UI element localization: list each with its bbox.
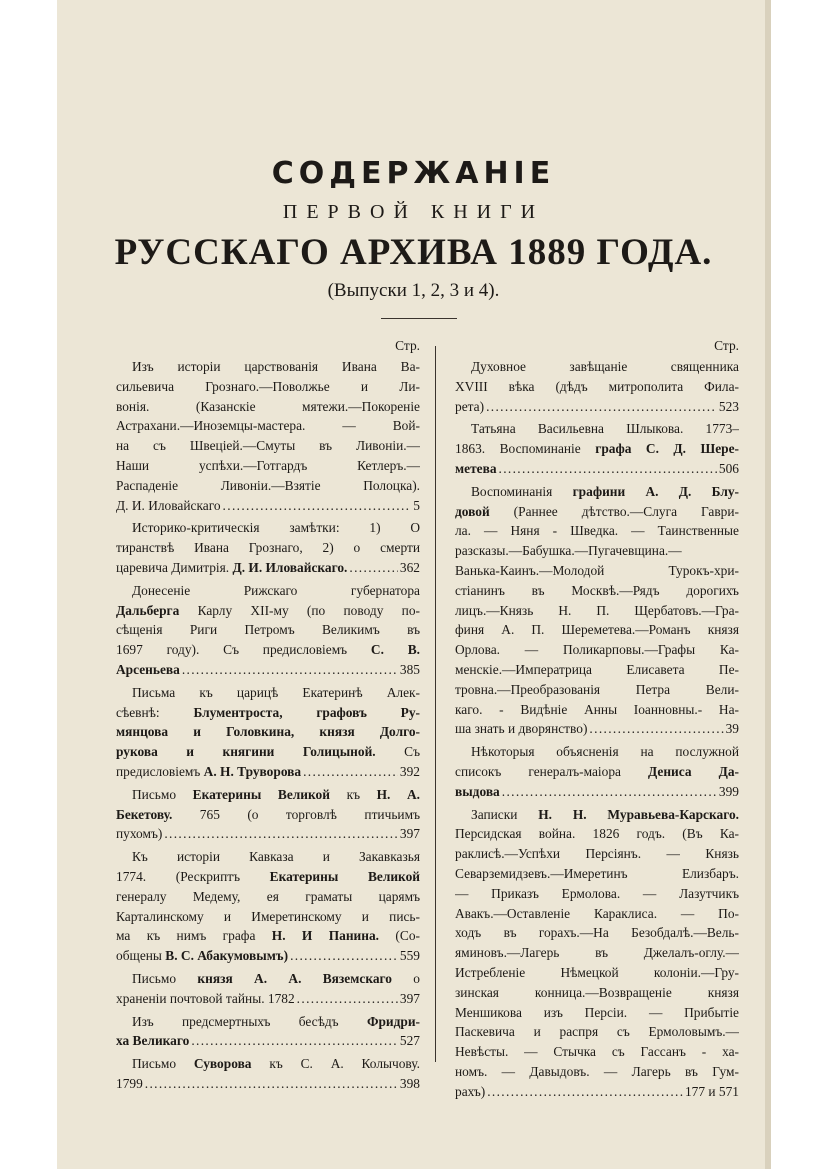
title-divider (381, 318, 457, 319)
page-column-label: Стр. (714, 338, 739, 353)
entry-text: Письма къ царицѣ Екатеринѣ Алек- (132, 684, 420, 700)
author-name: Суворова (193, 1056, 252, 1072)
entry-text: каго. - Видѣніе Анны Іоанновны.- На- (455, 701, 739, 717)
dot-leader (589, 719, 723, 739)
entry-line (455, 439, 739, 459)
dot-leader (486, 397, 717, 417)
author-name: князя А. А. Вяземскаго (197, 970, 392, 986)
entry-text: Астрахани.—Иноземцы-мастера. — Вой- (116, 418, 420, 434)
entry-text: Авакъ.—Оставленіе Караклиса. — По- (455, 905, 739, 921)
author-name: Н. И Панина. (271, 928, 380, 944)
entry-text: Наши успѣхи.—Готгардъ Кетлеръ.— (116, 457, 420, 473)
entry-text: 1774. (Рескриптъ (116, 868, 270, 884)
page-number: 527 (399, 1033, 420, 1049)
entry-line (455, 884, 739, 904)
author-name: А. Н. Труворова (203, 763, 302, 779)
entry-text: Паскевича и распря съ Ермоловымъ.— (455, 1024, 739, 1040)
entry-text: лицъ.—Князь Н. П. Щербатовъ.—Гра- (455, 602, 739, 618)
entry-text: тровна.—Преобразованія Петра Вели- (455, 681, 739, 697)
dot-leader (182, 660, 398, 680)
entry-text: общены (116, 948, 166, 964)
entry-text: Карлу XII-му (по поводу по- (179, 602, 420, 618)
entry-last-line (116, 762, 420, 782)
author-name: Фридри- (366, 1013, 420, 1029)
author-name: Екатерины Великой (269, 868, 420, 884)
entry-text (455, 1082, 485, 1102)
entry-text: Персидская война. 1826 годъ. (Въ Ка- (455, 826, 739, 842)
entry-text: рахъ) (455, 1083, 486, 1099)
entry-last-line (455, 1082, 739, 1102)
author-name: Н. Н. Муравьева-Карскаго. (538, 806, 739, 822)
page-number: 397 (399, 990, 420, 1006)
author-name: метева (455, 460, 497, 476)
entry-text (455, 782, 500, 802)
entry-line (116, 436, 420, 456)
entry-text: Письмо (132, 1056, 194, 1072)
entry-text (116, 496, 221, 516)
entry-text: 1863. Воспоминаніе (455, 441, 596, 457)
page-number: 523 (718, 398, 739, 414)
entry-line (455, 482, 739, 502)
entry-last-line (455, 459, 739, 479)
entry-line (455, 943, 739, 963)
entry-text: (Раннее дѣтство.—Слуга Гаври- (489, 503, 739, 519)
entry-line (116, 969, 420, 989)
entry-text: пухомъ) (116, 826, 163, 842)
entry-line (116, 805, 420, 825)
entry-text (116, 1031, 189, 1051)
entry-text: тиранствѣ Ивана Грознаго, 2) о смерти (116, 540, 420, 556)
toc-entry (455, 742, 739, 801)
entry-line (116, 1054, 420, 1074)
entry-text: Ванька-Каинъ.—Молодой Турокъ-хри- (455, 562, 739, 578)
entry-line (455, 742, 739, 762)
entry-text (116, 946, 288, 966)
entry-text: Письмо (132, 786, 193, 802)
dot-leader (290, 946, 398, 966)
entry-text: Историко-критическія замѣтки: 1) О (132, 520, 420, 536)
entry-text: къ С. А. Колычову. (251, 1056, 420, 1072)
entry-text: Распаденіе Ливоніи.—Взятіе Полоцка). (116, 477, 420, 493)
entry-text: Къ исторіи Кавказа и Закавказья (132, 849, 420, 865)
entry-text (116, 660, 180, 680)
entry-line (455, 1003, 739, 1023)
entry-line (116, 703, 420, 723)
author-name: довой (455, 503, 490, 519)
entry-line (455, 762, 739, 782)
page-number: 177 и 571 (684, 1083, 739, 1099)
entry-text: Донесеніе Рижскаго губернатора (132, 582, 420, 598)
entry-text: ма къ нимъ графа (116, 928, 272, 944)
entry-text: храненіи почтовой тайны. 1782 (116, 990, 295, 1006)
entry-line (455, 419, 739, 439)
entry-text: ходъ въ горахъ.—На Безобдалѣ.—Вель- (455, 925, 739, 941)
page-number: 559 (399, 948, 420, 964)
entry-line (116, 847, 420, 867)
entry-line (116, 640, 420, 660)
entry-line (455, 963, 739, 983)
entry-line (116, 620, 420, 640)
entry-line (116, 926, 420, 946)
contents-column-right (455, 335, 739, 1104)
entry-line (116, 538, 420, 558)
entry-text: Д. И. Иловайскаго (116, 497, 221, 513)
dot-leader (191, 1031, 398, 1051)
author-name: Н. А. (376, 786, 420, 802)
entry-text (455, 719, 587, 739)
dot-leader (297, 989, 398, 1009)
entry-text: — Приказъ Ермолова. — Лазутчикъ (455, 885, 739, 901)
entry-last-line (455, 397, 739, 417)
entry-line (455, 1042, 739, 1062)
entry-text (116, 1074, 143, 1094)
entry-line (455, 660, 739, 680)
entry-text: къ (329, 786, 377, 802)
entry-text: ша знать и дворянство) (455, 721, 588, 737)
entry-last-line (116, 946, 420, 966)
entry-line (455, 601, 739, 621)
entry-text: о (391, 970, 420, 986)
entry-list (455, 357, 739, 1101)
entry-line (116, 867, 420, 887)
page-number: 5 (413, 497, 420, 513)
page-number: 397 (399, 826, 420, 842)
entry-line (455, 541, 739, 561)
entry-line (116, 887, 420, 907)
entry-last-line (116, 496, 420, 516)
entry-line (116, 581, 420, 601)
entry-last-line (116, 558, 420, 578)
author-name: Арсеньева (116, 661, 180, 677)
toc-entry (116, 581, 420, 680)
page-number: 506 (718, 460, 739, 476)
author-name: Дальберга (116, 602, 180, 618)
entry-text (116, 762, 301, 782)
toc-entry (116, 357, 420, 515)
entry-line (455, 864, 739, 884)
dot-leader (145, 1074, 398, 1094)
entry-text: Истребленіе Нѣмецкой колоніи.—Гру- (455, 964, 739, 980)
entry-line (455, 620, 739, 640)
entry-list (116, 357, 420, 1094)
entry-last-line (455, 782, 739, 802)
author-name: Екатерины Великой (192, 786, 330, 802)
entry-text: разсказы.—Бабушка.—Пугачевщина.— (455, 543, 682, 559)
entry-line (455, 561, 739, 581)
entry-last-line (455, 719, 739, 739)
entry-line (455, 357, 739, 377)
entry-line (455, 377, 739, 397)
entry-line (116, 722, 420, 742)
entry-line (116, 518, 420, 538)
page-column-label: Стр. (395, 338, 420, 353)
entry-line (116, 785, 420, 805)
entry-text: Записки (471, 806, 539, 822)
page-number: 398 (399, 1075, 420, 1091)
entry-text: (Со- (379, 928, 420, 944)
issues-note: (Выпуски 1, 2, 3 и 4). (327, 280, 500, 301)
entry-line (116, 907, 420, 927)
dot-leader (223, 496, 412, 516)
entry-text: зинская конница.—Возвращеніе князя (455, 984, 739, 1000)
toc-entry (455, 357, 739, 416)
dot-leader (502, 782, 717, 802)
entry-line (455, 983, 739, 1003)
entry-line (455, 700, 739, 720)
page-number: 362 (399, 559, 420, 575)
author-name: Бекетову. (116, 806, 173, 822)
entry-text: генералу Медему, ея граматы царямъ (116, 888, 420, 904)
author-name: графини А. Д. Блу- (572, 483, 739, 499)
entry-last-line (116, 1074, 420, 1094)
entry-text: предисловіемъ (116, 763, 204, 779)
entry-text: на съ Швеціей.—Смуты въ Ливоніи.— (116, 438, 420, 454)
entry-line (455, 1022, 739, 1042)
author-name: графа С. Д. Шере- (595, 441, 739, 457)
entry-text: Орлова. — Поликарповы.—Графы Ка- (455, 642, 739, 658)
entry-line (455, 824, 739, 844)
author-name: В. С. Абакумовымъ) (165, 948, 289, 964)
entry-text: стіанинъ въ Москвѣ.—Рядъ дорогихъ (455, 582, 739, 598)
entry-line (116, 416, 420, 436)
entry-line (116, 742, 420, 762)
entry-line (455, 904, 739, 924)
entry-text: Съ (375, 744, 420, 760)
entry-text (116, 558, 347, 578)
toc-entry (455, 419, 739, 478)
entry-line (455, 581, 739, 601)
entry-text: финя А. П. Шереметева.—Романъ князя (455, 622, 739, 638)
entry-text: сѣевнѣ: (116, 704, 194, 720)
entry-line (116, 357, 420, 377)
author-name: ха Великаго (116, 1033, 190, 1049)
journal-title: РУССКАГО АРХИВА 1889 ГОДА. (114, 232, 713, 273)
entry-line (455, 923, 739, 943)
entry-text: Карталинскому и Имеретинскому и пись- (116, 908, 420, 924)
entry-last-line (116, 989, 420, 1009)
book-subtitle: ПЕРВОЙ КНИГИ (282, 201, 545, 223)
entry-last-line (116, 824, 420, 844)
page-number: 399 (718, 783, 739, 799)
dot-leader (487, 1082, 683, 1102)
entry-text: Изъ предсмертныхъ бесѣдъ (132, 1013, 367, 1029)
author-name: Д. И. Иловайскаго. (232, 559, 348, 575)
entry-line (116, 601, 420, 621)
entry-text: номъ. — Давыдовъ. — Лагерь въ Гум- (455, 1063, 739, 1079)
entry-text: 1799 (116, 1075, 143, 1091)
toc-entry (116, 969, 420, 1009)
entry-text: рета) (455, 398, 485, 414)
page-number: 385 (399, 661, 420, 677)
entry-text: 765 (о торговлѣ птичьимъ (172, 806, 420, 822)
entry-line (455, 680, 739, 700)
entry-line (455, 844, 739, 864)
toc-entry (116, 518, 420, 577)
author-name: С. В. (370, 642, 420, 658)
entry-text: Нѣкоторыя объясненія на послужной (471, 744, 739, 760)
toc-entry (116, 847, 420, 966)
entry-text: яминовъ.—Лагерь въ Джелалъ-оглу.— (455, 945, 739, 961)
author-name: мянцова и Головкина, князя Долго- (116, 724, 420, 740)
entry-line (455, 1062, 739, 1082)
entry-line (116, 1012, 420, 1032)
page-number: 392 (399, 763, 420, 779)
entry-line (116, 377, 420, 397)
entry-line (455, 502, 739, 522)
entry-text: менскіе.—Императрица Елисавета Пе- (455, 661, 739, 677)
dot-leader (164, 824, 398, 844)
column-divider (435, 346, 436, 1062)
entry-line (455, 521, 739, 541)
author-name: рукова и княгини Голицыной. (116, 744, 376, 760)
entry-text: Изъ исторіи царствованія Ивана Ва- (132, 359, 420, 374)
entry-text: списокъ генералъ-маіора (455, 763, 649, 779)
author-name: Дениса Да- (648, 763, 739, 779)
dot-leader (303, 762, 398, 782)
entry-line (116, 683, 420, 703)
entry-text: XVIII вѣка (дѣдъ митрополита Фила- (455, 378, 739, 394)
entry-text (455, 397, 484, 417)
entry-text: Духовное завѣщаніе священника (471, 359, 739, 374)
entry-line (455, 805, 739, 825)
entry-text (116, 824, 162, 844)
entry-text: раклисѣ.—Успѣхи Персіянъ. — Князь (455, 846, 739, 862)
entry-text: сильевича Грознаго.—Поволжье и Ли- (116, 378, 420, 394)
page-number: 39 (725, 721, 739, 737)
entry-line (455, 640, 739, 660)
entry-text: Невѣсты. — Стычка съ Гассанъ - ха- (455, 1044, 739, 1060)
entry-text: Меншикова изъ Персіи. — Прибытіе (455, 1004, 739, 1020)
toc-entry (116, 1054, 420, 1094)
contents-title: СОДЕРЖАНІЕ (271, 156, 556, 191)
entry-text: царевича Димитрія. (116, 559, 233, 575)
entry-last-line (116, 660, 420, 680)
toc-entry (455, 805, 739, 1102)
dot-leader (349, 558, 398, 578)
contents-column-left (116, 335, 420, 1097)
toc-entry (116, 785, 420, 844)
author-name: выдова (455, 783, 500, 799)
entry-text: вонія. (Казанскіе мятежи.—Покореніе (116, 398, 420, 414)
entry-text (455, 459, 497, 479)
toc-entry (116, 683, 420, 782)
dot-leader (499, 459, 717, 479)
entry-text (116, 989, 295, 1009)
entry-line (116, 476, 420, 496)
entry-text: Воспоминанія (471, 483, 573, 499)
entry-text: сѣщенія Риги Петромъ Великимъ въ (116, 622, 420, 638)
entry-line (116, 397, 420, 417)
entry-last-line (116, 1031, 420, 1051)
entry-text: ла. — Няня - Шведка. — Таинственные (455, 523, 739, 539)
entry-text: Севарземидзевъ.—Имеретинъ Елизбаръ. (455, 865, 739, 881)
toc-entry (116, 1012, 420, 1052)
entry-text: Письмо (132, 970, 198, 986)
author-name: Блументроста, графовъ Ру- (193, 704, 420, 720)
entry-line (116, 456, 420, 476)
toc-entry (455, 482, 739, 739)
entry-text: Татьяна Васильевна Шлыкова. 1773– (471, 421, 739, 437)
entry-text: 1697 году). Съ предисловіемъ (116, 642, 371, 658)
